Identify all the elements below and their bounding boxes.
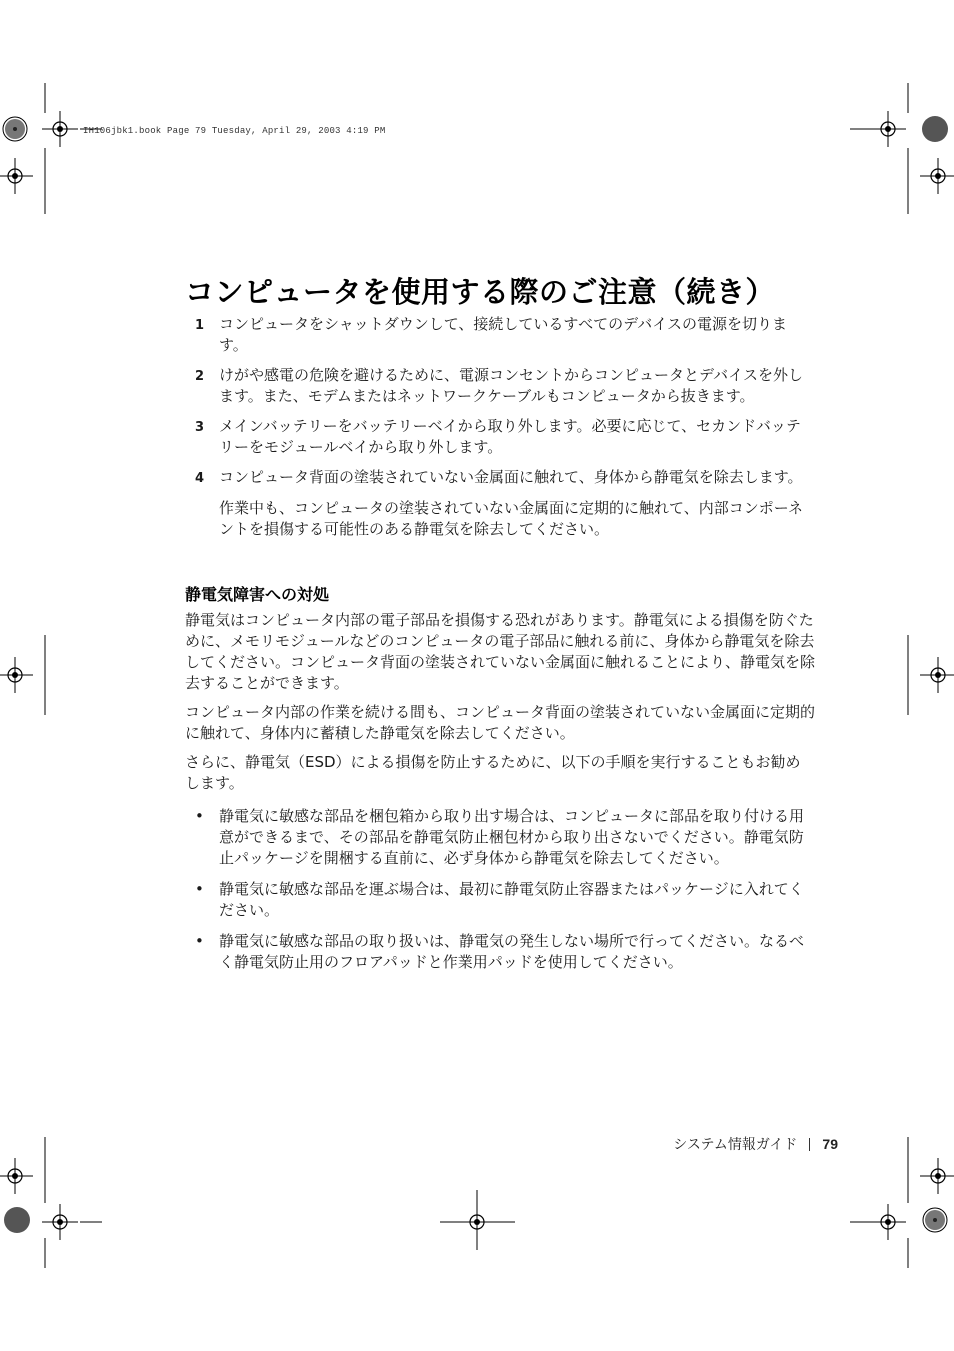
step-text: コンピュータをシャットダウンして、接続しているすべてのデバイスの電源を切ります。	[219, 315, 788, 354]
page-footer	[673, 1134, 838, 1154]
page-number: 79	[822, 1136, 838, 1152]
step-number: 1	[195, 318, 205, 333]
step-text: けがや感電の危険を避けるために、電源コンセントからコンピュータとデバイスを外します。また、モデムまたはネットワークケーブルもコンピュータから抜きます。	[219, 366, 803, 405]
guide-name: システム情報ガイド	[673, 1137, 798, 1153]
bullet-marker: •	[195, 880, 204, 898]
bullet-marker: •	[195, 932, 204, 950]
paragraph: さらに、静電気（ESD）による損傷を防止するために、以下の手順を実行することもお勧めします。	[185, 753, 801, 792]
bullet-marker: •	[195, 807, 204, 825]
bullet-item	[185, 806, 815, 869]
bullet-text: 静電気に敏感な部品を梱包箱から取り出す場合は、コンピュータに部品を取り付ける用意ができるまで、その部品を静電気防止梱包材から取り出さないでください。静電気防止パッケージを開梱する直前に、必ず身体から静電気を除去してください。	[219, 807, 805, 867]
step-text: コンピュータ背面の塗装されていない金属面に触れて、身体から静電気を除去します。	[219, 468, 803, 486]
footer-divider	[809, 1138, 810, 1151]
print-slug: IH106jbk1.book Page 79 Tuesday, April 29, 2003 4:19 PM	[83, 126, 386, 136]
step-note: 作業中も、コンピュータの塗装されていない金属面に定期的に触れて、内部コンポーネントを損傷する可能性のある静電気を除去してください。	[219, 499, 803, 538]
step-number: 4	[195, 471, 205, 486]
step-text: メインバッテリーをバッテリーベイから取り外します。必要に応じて、セカンドバッテリーをモジュールベイから取り外します。	[219, 417, 801, 456]
section-body	[185, 610, 815, 983]
step-number: 2	[195, 369, 205, 384]
paragraph: 静電気はコンピュータ内部の電子部品を損傷する恐れがあります。静電気による損傷を防ぐために、メモリモジュールなどのコンピュータの電子部品に触れる前に、身体から静電気を除去してください。コンピュータ背面の塗装されていない金属面に触れることにより、静電気を除去することができます。	[185, 611, 816, 692]
bullet-item	[185, 879, 815, 921]
step-item	[185, 365, 815, 407]
section-heading: 静電気障害への対処	[185, 585, 330, 604]
page-title: コンピュータを使用する際のご注意（続き）	[185, 275, 776, 309]
step-item	[185, 314, 815, 356]
bullet-text: 静電気に敏感な部品を運ぶ場合は、最初に静電気防止容器またはパッケージに入れてください。	[219, 880, 804, 919]
bullet-list	[185, 806, 815, 973]
paragraph: コンピュータ内部の作業を続ける間も、コンピュータ背面の塗装されていない金属面に定期的に触れて、身体内に蓄積した静電気を除去してください。	[185, 703, 816, 742]
bullet-text: 静電気に敏感な部品の取り扱いは、静電気の発生しない場所で行ってください。なるべく静電気防止用のフロアパッドと作業用パッドを使用してください。	[219, 932, 805, 971]
step-item	[185, 467, 815, 540]
bullet-item	[185, 931, 815, 973]
step-number: 3	[195, 420, 205, 435]
step-item	[185, 416, 815, 458]
procedure-steps	[185, 314, 815, 549]
